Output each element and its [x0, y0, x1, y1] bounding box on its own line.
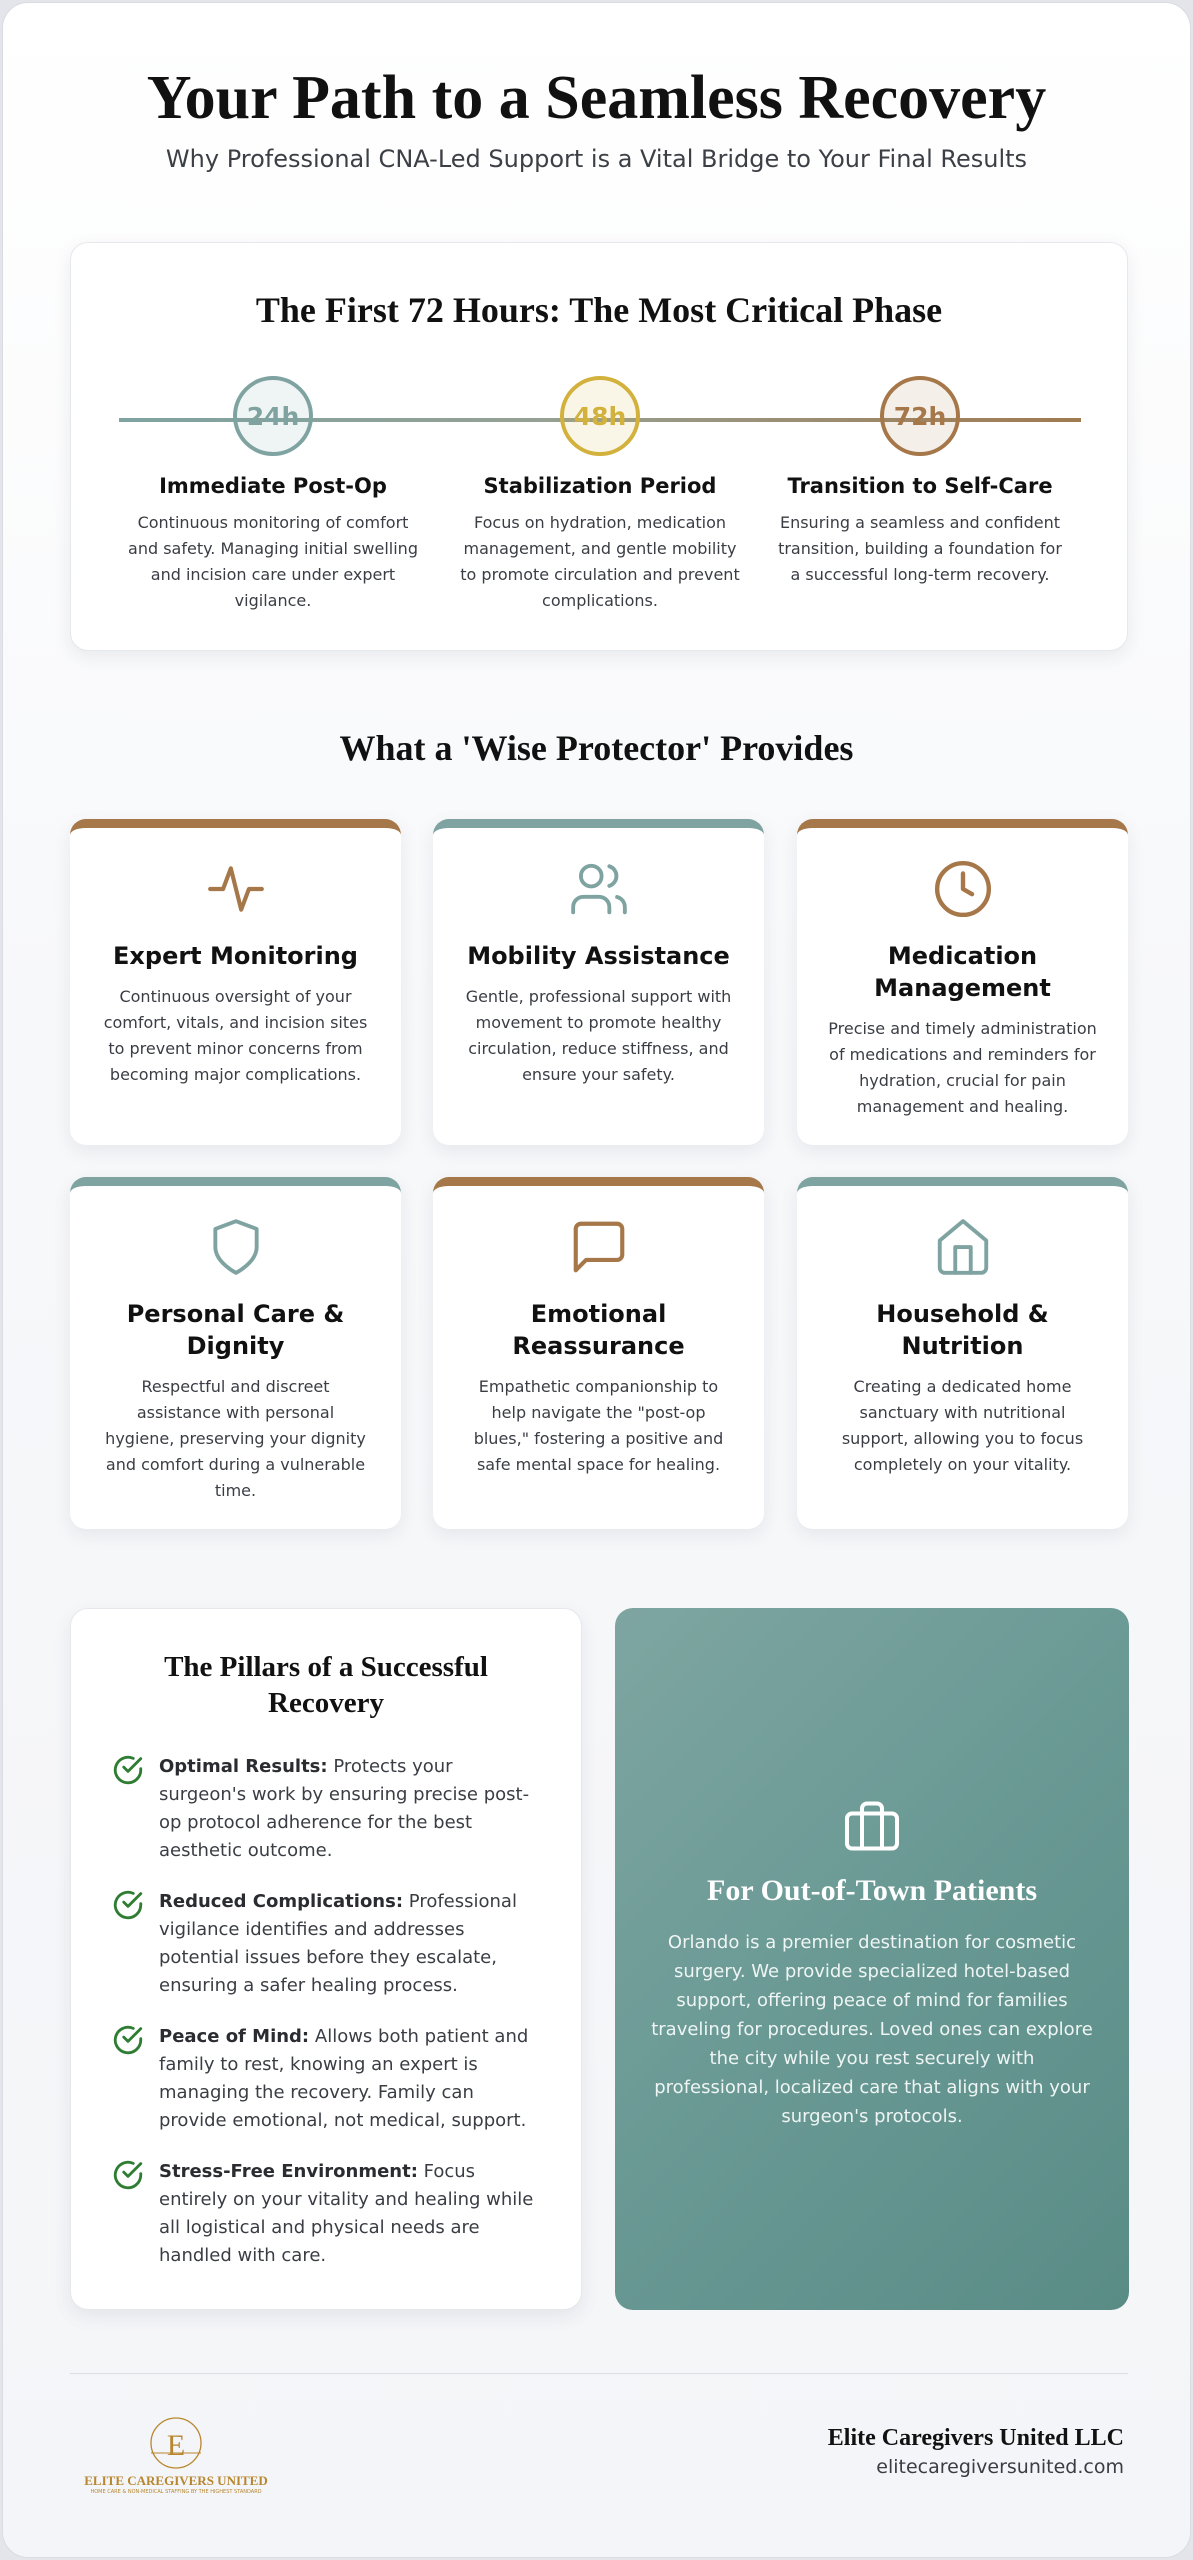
service-card-household-nutrition — [797, 1177, 1128, 1529]
out-of-town-title: For Out-of-Town Patients — [707, 1874, 1037, 1907]
pillar-description: Professional vigilance identifies and addresses potential issues before they escalate, ensuring a safer healing process. — [159, 1891, 517, 1996]
activity-icon — [205, 858, 267, 920]
timeline-stage-24h — [113, 376, 433, 614]
pillar-text — [159, 1753, 541, 1865]
page-subtitle: Why Professional CNA-Led Support is a Vital Bridge to Your Final Results — [165, 145, 1028, 173]
company-website[interactable]: elitecaregiversunited.com — [876, 2456, 1124, 2478]
service-title: Personal Care & Dignity — [126, 1300, 345, 1360]
shield-icon — [205, 1216, 267, 1278]
briefcase-icon — [842, 1796, 902, 1856]
service-description: Precise and timely administration of medications and reminders for hydration, crucial for pain management and healing. — [828, 1019, 1097, 1116]
service-description: Gentle, professional support with movement to promote healthy circulation, reduce stiffness, and ensure your safety. — [465, 987, 732, 1084]
service-title: Expert Monitoring — [113, 942, 358, 970]
pillars-card — [70, 1608, 582, 2310]
timeline-stage-description: Focus on hydration, medication management, and gentle mobility to promote circulation and prevent complications. — [460, 513, 740, 610]
logo-name: ELITE CAREGIVERS UNITED — [84, 2473, 268, 2488]
service-description: Empathetic companionship to help navigate the "post-op blues," fostering a positive and safe mental space for healing. — [473, 1377, 724, 1474]
pillar-item — [111, 1888, 541, 2000]
timeline-stage-title: Stabilization Period — [483, 474, 717, 498]
timeline-badge: 24h — [233, 376, 313, 456]
timeline-stage-title: Transition to Self-Care — [787, 474, 1053, 498]
logo-monogram: E — [166, 2429, 186, 2462]
out-of-town-description: Orlando is a premier destination for cosmetic surgery. We provide specialized hotel-based support, offering peace of mind for families traveling for procedures. Loved ones can explore the city while you rest securely with professional, localized care that aligns with your surgeon's protocols. — [651, 1932, 1093, 2127]
company-logo — [71, 2415, 281, 2495]
service-description: Respectful and discreet assistance with personal hygiene, preserving your dignity and comfort during a vulnerable time. — [105, 1377, 366, 1500]
timeline-card — [70, 242, 1128, 651]
check-circle-icon — [111, 2023, 145, 2057]
pillar-text — [159, 2158, 541, 2270]
service-card-mobility-assistance — [433, 819, 764, 1145]
service-title: Household & Nutrition — [876, 1300, 1049, 1360]
pillar-description: Protects your surgeon's work by ensuring precise post-op protocol adherence for the best aesthetic outcome. — [159, 1756, 530, 1861]
home-icon — [932, 1216, 994, 1278]
pillar-description: Focus entirely on your vitality and healing while all logistical and physical needs are handled with care. — [159, 2161, 534, 2266]
pillar-label: Reduced Complications: — [159, 1891, 404, 1912]
pillar-label: Peace of Mind: — [159, 2026, 310, 2047]
timeline-stage-description: Continuous monitoring of comfort and safety. Managing initial swelling and incision care under expert vigilance. — [128, 513, 418, 610]
logo-emblem-icon — [71, 2415, 281, 2471]
service-description: Creating a dedicated home sanctuary with nutritional support, allowing you to focus completely on your vitality. — [841, 1377, 1084, 1474]
timeline-title: The First 72 Hours: The Most Critical Phase — [255, 290, 943, 330]
pillar-text — [159, 1888, 541, 2000]
page-title: Your Path to a Seamless Recovery — [146, 64, 1047, 132]
users-icon — [568, 858, 630, 920]
services-title: What a 'Wise Protector' Provides — [339, 728, 854, 768]
pillars-title: The Pillars of a Successful Recovery — [164, 1651, 488, 1719]
timeline-stage-48h — [440, 376, 760, 614]
clock-icon — [932, 858, 994, 920]
pillar-description: Allows both patient and family to rest, knowing an expert is managing the recovery. Family can provide emotional, not medical, support. — [159, 2026, 529, 2131]
service-card-expert-monitoring — [70, 819, 401, 1145]
service-card-personal-care — [70, 1177, 401, 1529]
pillar-text — [159, 2023, 541, 2135]
service-card-emotional-reassurance — [433, 1177, 764, 1529]
check-circle-icon — [111, 2158, 145, 2192]
service-description: Continuous oversight of your comfort, vitals, and incision sites to prevent minor concerns from becoming major complications. — [103, 987, 368, 1084]
check-circle-icon — [111, 1753, 145, 1787]
pillar-item — [111, 2023, 541, 2135]
message-icon — [568, 1216, 630, 1278]
pillar-item — [111, 1753, 541, 1865]
timeline-stage-title: Immediate Post-Op — [159, 474, 387, 498]
service-title: Medication Management — [874, 942, 1051, 1002]
pillar-label: Optimal Results: — [159, 1756, 328, 1777]
timeline-badge: 72h — [880, 376, 960, 456]
timeline-stage-description: Ensuring a seamless and confident transition, building a foundation for a successful long-term recovery. — [778, 513, 1062, 584]
pillar-label: Stress-Free Environment: — [159, 2161, 418, 2182]
service-title: Emotional Reassurance — [512, 1300, 685, 1360]
pillar-item — [111, 2158, 541, 2270]
company-name: Elite Caregivers United LLC — [827, 2425, 1124, 2451]
service-title: Mobility Assistance — [467, 942, 730, 970]
service-card-medication-management — [797, 819, 1128, 1145]
footer-divider — [70, 2373, 1128, 2374]
page — [2, 2, 1191, 2558]
logo-tagline: HOME CARE & NON-MEDICAL STAFFING BY THE HIGHEST STANDARD — [90, 2489, 262, 2495]
timeline-badge: 48h — [560, 376, 640, 456]
timeline-stage-72h — [760, 376, 1080, 588]
out-of-town-card — [615, 1608, 1129, 2310]
check-circle-icon — [111, 1888, 145, 1922]
